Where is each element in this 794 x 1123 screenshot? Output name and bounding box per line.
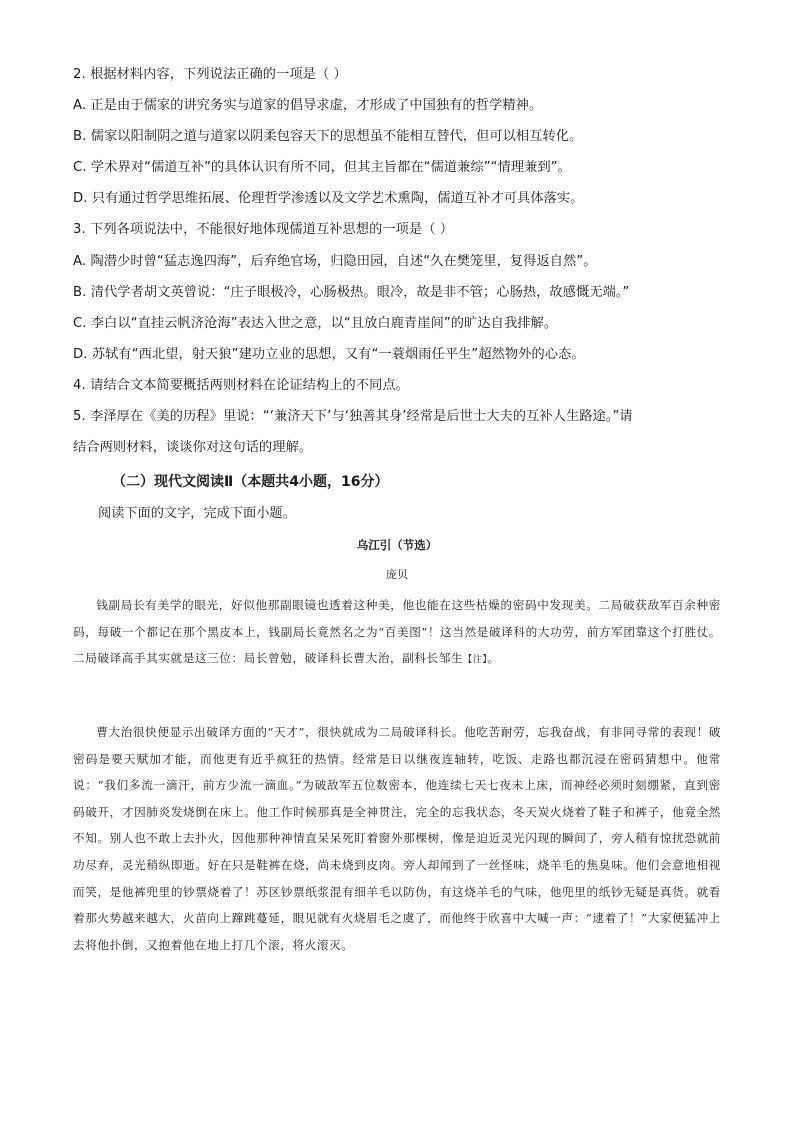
question-4: 4. 请结合文本简要概括两则材料在论证结构上的不同点。	[73, 378, 409, 393]
section-instruction: 阅读下面的文字，完成下面小题。	[98, 506, 296, 521]
question-3-option-d: D. 苏轼有“西北望，射天狼”建功立业的思想，又有“一蓑烟雨任平生”超然物外的心态。	[73, 347, 585, 362]
story-paragraph-1	[73, 592, 721, 674]
question-3-stem: 3. 下列各项说法中，不能很好地体现儒道互补思想的一项是（ ）	[73, 222, 454, 237]
paragraph-1-end: 。	[487, 651, 500, 666]
question-5-line-2: 结合两则材料，谈谈你对这句话的理解。	[73, 440, 313, 455]
story-paragraph-2: 曹大治很快便显示出破译方面的“天才”，很快就成为二局破译科长。他吃苦耐劳，忘我奋战，有非同寻常的表现！破密码是要天赋加才能，而他更有近乎疯狂的热情。经常是日以继夜连轴转，吃饭、走路也都沉浸在密码猜想中。他常说：“我们多流一滴汗，前方少流一滴血。”为破敌军五位数密本，他连续七天七夜未上床，而神经必须时刻绷紧，直到密码破开，才因肺炎发烧倒在床上。他工作时候那真是全神贯注，完全的忘我状态，冬天炭火烧着了鞋子和裤子，他竟全然不知。别人也不敢上去扑火，因他那种神情直呆呆死盯着窗外那棵树，像是迫近灵光闪现的瞬间了，旁人稍有惊扰恐就前功尽弃，灵光稍纵即逝。好在只是鞋裤在烧，尚未烧到皮肉。旁人却闻到了一丝怪味，烧羊毛的焦臭味。他们会意地相视而笑，是他裤兜里的钞票烧着了！苏区钞票纸浆混有细羊毛以防伪，有这烧羊毛的气味，他兜里的纸钞无疑是真货。就看着那火势越来越大，火苗向上蹿跳蔓延，眼见就有火烧眉毛之虞了，而他终于欣喜中大喊一声：“逮着了！”大家便猛冲上去将他扑倒，又抱着他在地上打几个滚，将火滚灭。	[73, 725, 721, 952]
story-author: 庞贝	[386, 568, 408, 581]
section-title: （二）现代文阅读Ⅱ（本题共4小题，16分）	[112, 474, 389, 490]
footnote-marker[interactable]: 【注】	[463, 655, 488, 666]
question-3-option-b: B. 清代学者胡文英曾说：“庄子眼极冷，心肠极热。眼冷，故是非不管；心肠热，故感慨无端。”	[73, 285, 630, 300]
question-2-stem: 2. 根据材料内容，下列说法正确的一项是（ ）	[73, 67, 347, 82]
question-2-option-c: C. 学术界对“儒道互补”的具体认识有所不同，但其主旨都在“儒道兼综”“情理兼到”。	[73, 160, 571, 175]
question-2-option-d: D. 只有通过哲学思维拓展、伦理哲学渗透以及文学艺术熏陶，儒道互补才可具体落实。	[73, 191, 584, 206]
question-3-option-a: A. 陶潜少时曾“猛志逸四海”，后弃绝官场，归隐田园，自述“久在樊笼里，复得返自然”。	[73, 254, 597, 269]
paragraph-1-text: 钱副局长有美学的眼光，好似他那副眼镜也透着这种美，他也能在这些枯燥的密码中发现美。二局破获敌军百余种密码，每破一个都记在那个黑皮本上，钱副局长竟然名之为“百美图”！这当然是破译科的大功劳，前方军团靠这个打胜仗。二局破译高手其实就是这三位：局长曾勉，破译科长曹大治，副科长邹生	[73, 598, 721, 666]
question-5-line-1: 5. 李泽厚在《美的历程》里说：“‘兼济天下’与‘独善其身’经常是后世士大夫的互补人生路途。”请	[73, 409, 633, 424]
question-2-option-b: B. 儒家以阳制阴之道与道家以阴柔包容天下的思想虽不能相互替代，但可以相互转化。	[73, 129, 583, 144]
question-2-option-a: A. 正是由于儒家的讲究务实与道家的倡导求虚，才形成了中国独有的哲学精神。	[73, 98, 543, 113]
story-title: 乌江引（节选）	[356, 538, 438, 552]
question-3-option-c: C. 李白以“直挂云帆济沧海”表达入世之意，以“且放白鹿青崖间”的旷达自我排解。	[73, 316, 558, 331]
